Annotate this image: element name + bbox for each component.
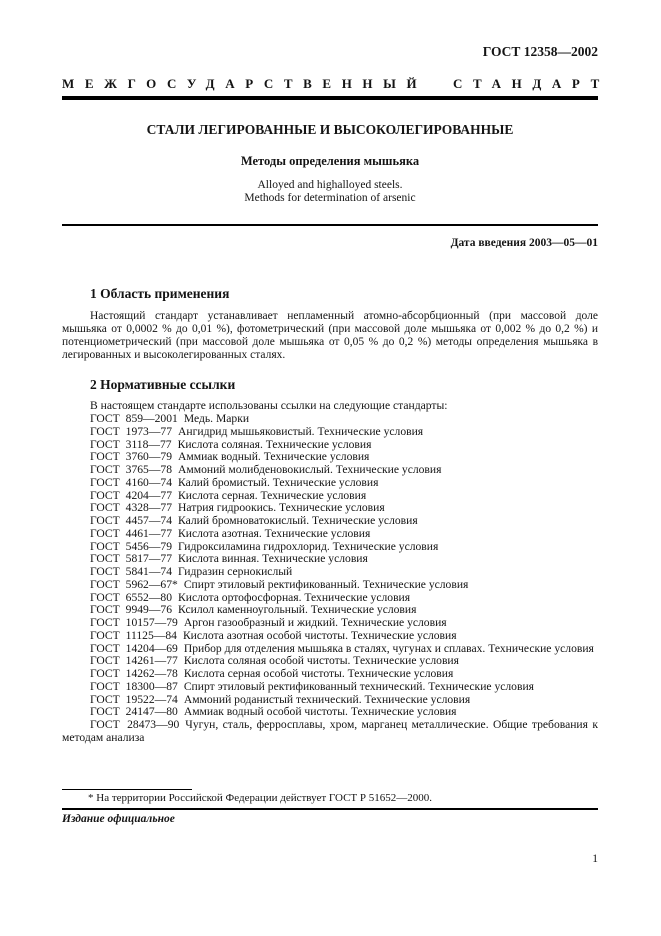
reference-title: Кислота ортофосфорная. Технические условия [178, 590, 411, 604]
reference-code: ГОСТ 4328—77 [90, 501, 173, 515]
reference-code: ГОСТ 5817—77 [90, 552, 173, 566]
title-en-line2: Methods for determination of arsenic [244, 192, 416, 204]
reference-code: ГОСТ 3765—78 [90, 463, 173, 477]
reference-title: Прибор для отделения мышьяка в сталях, чугунах и сплавах. Технические условия [183, 641, 594, 655]
reference-code: ГОСТ 19522—74 [90, 692, 178, 706]
reference-code: ГОСТ 4461—77 [90, 526, 173, 540]
footer-rule [62, 808, 598, 810]
reference-code: ГОСТ 14262—78 [90, 667, 178, 681]
reference-title: Гидроксиламина гидрохлорид. Технические условия [178, 539, 439, 553]
header-doc-code: ГОСТ 12358—2002 [482, 44, 598, 59]
reference-code: ГОСТ 5456—79 [90, 539, 173, 553]
reference-title: Кислота азотная. Технические условия [178, 526, 371, 540]
reference-title: Гидразин сернокислый [178, 565, 293, 579]
reference-code: ГОСТ 10157—79 [90, 616, 178, 630]
reference-title: Кислота серная особой чистоты. Технические условия [183, 667, 454, 681]
reference-code: ГОСТ 14204—69 [90, 641, 178, 655]
reference-code: ГОСТ 5962—67* [90, 577, 178, 591]
reference-code: ГОСТ 1973—77 [90, 424, 173, 438]
official-edition-label: Издание официальное [62, 813, 175, 825]
reference-title: Спирт этиловый ректификованный технический. Технические условия [183, 679, 534, 693]
reference-title: Чугун, сталь, ферросплавы, хром, марганец металлические. Общие требования к методам анализа [62, 718, 598, 744]
reference-code: ГОСТ 4204—77 [90, 488, 173, 502]
reference-code: ГОСТ 9949—76 [90, 603, 173, 617]
footnote-separator-rule [62, 789, 192, 790]
reference-title: Калий бромноватокислый. Технические условия [178, 514, 418, 528]
title-en-line1: Alloyed and highalloyed steels. [257, 179, 403, 191]
reference-code: ГОСТ 18300—87 [90, 679, 178, 693]
footnote-text: * На территории Российской Федерации действует ГОСТ Р 51652—2000. [88, 792, 433, 804]
reference-code: ГОСТ 859—2001 [90, 412, 178, 426]
reference-title: Аммиак водный особой чистоты. Технические условия [183, 705, 457, 719]
references-list [62, 413, 598, 745]
reference-item [62, 719, 598, 745]
reference-title: Калий бромистый. Технические условия [178, 475, 379, 489]
reference-code: ГОСТ 24147—80 [90, 705, 178, 719]
reference-title: Ксилол каменноугольный. Технические условия [178, 603, 417, 617]
reference-title: Кислота соляная особой чистоты. Технические условия [183, 654, 459, 668]
standard-type-banner: МЕЖГОСУДАРСТВЕННЫЙ СТАНДАРТ [62, 76, 610, 91]
reference-title: Кислота винная. Технические условия [178, 552, 368, 566]
reference-title: Спирт этиловый ректификованный. Технические условия [183, 577, 469, 591]
reference-code: ГОСТ 28473—90 [90, 718, 180, 732]
reference-code: ГОСТ 5841—74 [90, 565, 173, 579]
reference-title: Кислота серная. Технические условия [178, 488, 367, 502]
page-footer [62, 789, 598, 866]
title-separator-rule [62, 224, 598, 226]
reference-code: ГОСТ 11125—84 [90, 628, 177, 642]
page-number: 1 [592, 853, 598, 865]
reference-code: ГОСТ 3118—77 [90, 437, 172, 451]
reference-title: Натрия гидроокись. Технические условия [178, 501, 385, 515]
reference-code: ГОСТ 4457—74 [90, 514, 173, 528]
effective-date: Дата введения 2003—05—01 [450, 237, 598, 249]
reference-code: ГОСТ 4160—74 [90, 475, 173, 489]
document-title-en [62, 179, 598, 205]
reference-title: Аммоний молибденовокислый. Технические условия [178, 463, 442, 477]
references-intro: В настоящем стандарте использованы ссылки на следующие стандарты: [90, 399, 448, 413]
reference-title: Аммоний роданистый технический. Технические условия [183, 692, 471, 706]
reference-title: Аргон газообразный и жидкий. Технические условия [183, 616, 447, 630]
reference-title: Аммиак водный. Технические условия [178, 450, 370, 464]
reference-title: Ангидрид мышьяковистый. Технические условия [178, 424, 424, 438]
reference-title: Кислота азотная особой чистоты. Технические условия [182, 628, 457, 642]
header-thick-rule [62, 96, 598, 100]
reference-title: Медь. Марки [183, 412, 250, 426]
section-1-heading: 1 Область применения [90, 286, 230, 301]
reference-title: Кислота соляная. Технические условия [177, 437, 372, 451]
document-title-ru: СТАЛИ ЛЕГИРОВАННЫЕ И ВЫСОКОЛЕГИРОВАННЫЕ [146, 122, 514, 137]
reference-code: ГОСТ 6552—80 [90, 590, 173, 604]
document-subtitle-ru: Методы определения мышьяка [240, 154, 420, 168]
section-1-paragraph: Настоящий стандарт устанавливает непламенный атомно-абсорбционный (при массовой доле мышьяка от 0,0002 % до 0,01 %), фотометрический (при массовой доле мышьяка от 0,002 % до 0,2 %) и потенциометрический (при массовой доле мышьяка от 0,05 % до 0,2 %) методы определения мышьяка в легированных и высоколегированных сталях. [62, 310, 598, 362]
reference-code: ГОСТ 3760—79 [90, 450, 173, 464]
reference-code: ГОСТ 14261—77 [90, 654, 178, 668]
section-2-heading: 2 Нормативные ссылки [90, 377, 236, 393]
